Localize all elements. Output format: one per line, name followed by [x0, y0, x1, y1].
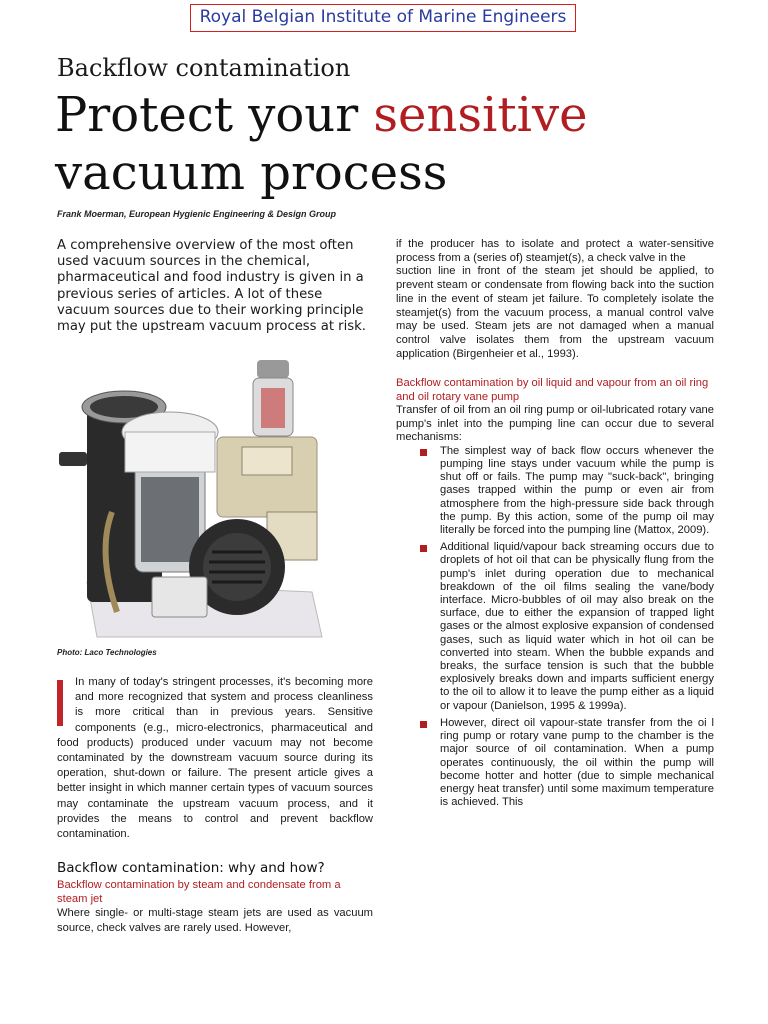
article-title	[55, 86, 588, 202]
list-item-text: Additional liquid/vapour back streaming occurs due to droplets of hot oil that can be physically flung from the pump's inlet during operation due to mechanical breakdown of the oil films sealing the vane/body interface. Micro-bubbles of oil may also break on the surface, due to either the expansion of trapped light gases or the almost explosive expansion of condensed gases, such as liquid water which in hot oil can be converted into steam. When the bubble expands and breaks, the surface tension is such that the bubble explosively breaks down and imparts sufficient energy to the oil to allow it to leave the pump either as a liquid or vapour (Danielson, 1995 & 1999a).	[440, 541, 714, 712]
title-accent: sensitive	[373, 87, 588, 143]
body-paragraph-1: In many of today's stringent processes, it's becoming more and more recognized that system and process cleanliness is more critical than in previous years. Sensitive components (e.g., micro-electronics, pharmaceutical and food products) produced under vacuum may not become contaminated by the downstream vacuum source during its operation, shut-down or failure. The present article gives a better insight in which manner certain types of vacuum sources may contaminate the upstream vacuum process, and it provides the means to control and prevent backflow contamination.	[57, 676, 373, 841]
mechanism-list	[396, 445, 714, 809]
title-part2: vacuum process	[55, 145, 448, 201]
vacuum-pump-photo	[57, 352, 327, 644]
header-org: Royal Belgian Institute of Marine Engineers	[199, 7, 567, 27]
article-kicker: Backflow contamination	[57, 54, 351, 82]
list-item	[440, 445, 714, 537]
list-item-text: The simplest way of back flow occurs whenever the pumping line stays under vacuum while the pump is shut off or fails. The pump may "suck-back", bringing gases trapped within the pump or even air from atmosphere from the high-pressure side back through the pump. By this action, some of the pump oil may literally be forced into the pumping line (Mattox, 2009).	[440, 444, 714, 537]
subheading-steam: Backflow contamination by steam and condensate from a steam jet	[57, 879, 341, 906]
drop-cap-bar	[57, 680, 63, 726]
subheading-oil: Backflow contamination by oil liquid and vapour from an oil ring and oil rotary vane pump	[396, 377, 709, 404]
list-item	[440, 541, 714, 713]
right-paragraph-2: suction line in front of the steam jet should be applied, to prevent steam or condensate from flowing back into the suction line in the event of steam jet failure. To completely isolate the steamjet(s) from the vacuum process, a manual control valve may be used. Steam jets are not damaged when a manual control valve isolates them from the upstream vacuum application (Birgenheier et al., 1993).	[396, 265, 714, 360]
section-heading: Backflow contamination: why and how?	[57, 860, 325, 877]
article-intro: A comprehensive overview of the most often used vacuum sources in the chemical, pharmaceutical and food industry is given in a previous series of articles. A lot of these vacuum sources due to their working principle may put the upstream vacuum process at risk.	[57, 238, 366, 335]
body-paragraph-2: Where single- or multi-stage steam jets are used as vacuum source, check valves are rarely used. However,	[57, 907, 373, 935]
left-column	[57, 675, 373, 937]
publication-header	[190, 4, 576, 32]
right-column	[396, 238, 714, 813]
right-paragraph-1: if the producer has to isolate and protect a water-sensitive process from a (series of) steamjet(s), a check valve in the	[396, 238, 714, 264]
list-item	[440, 717, 714, 809]
list-item-text: However, direct oil vapour-state transfer from the oi l ring pump or rotary vane pump to the chamber is the major source of oil contamination. When a pump operates continuously, the oil within the pump will become hotter and hotter (due to simple mechanical energy heat transfer) until some maximum temperature is achieved. This	[440, 716, 714, 809]
bullet-square-icon	[420, 545, 427, 552]
author-line: Frank Moerman, European Hygienic Engineering & Design Group	[57, 209, 337, 219]
title-part1: Protect your	[55, 87, 374, 143]
right-paragraph-3: Transfer of oil from an oil ring pump or oil-lubricated rotary vane pump's inlet into the pumping line can occur due to several mechanisms:	[396, 404, 714, 444]
photo-credit: Photo: Laco Technologies	[57, 648, 157, 657]
bullet-square-icon	[420, 721, 427, 728]
bullet-square-icon	[420, 449, 427, 456]
